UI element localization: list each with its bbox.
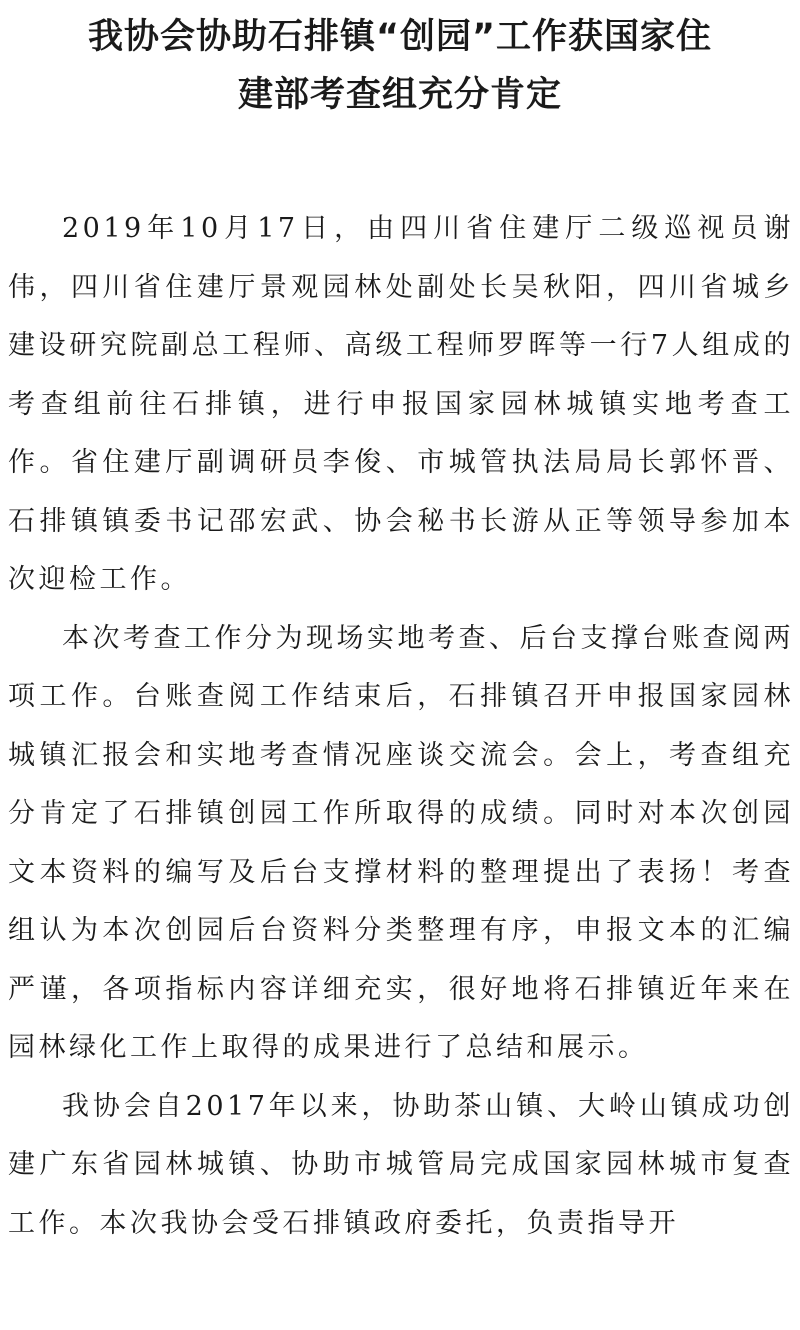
article-body <box>8 200 794 1253</box>
paragraph-2: 本次考查工作分为现场实地考查、后台支撑台账查阅两项工作。台账查阅工作结束后，石排镇召开申报国家园林城镇汇报会和实地考查情况座谈交流会。会上，考查组充分肯定了石排镇创园工作所取得的成绩。同时对本次创园文本资料的编写及后台支撑材料的整理提出了表扬！考查组认为本次创园后台资料分类整理有序，申报文本的汇编严谨，各项指标内容详细充实，很好地将石排镇近年来在园林绿化工作上取得的成果进行了总结和展示。 <box>8 622 794 1063</box>
paragraph-1: 2019年10月17日，由四川省住建厅二级巡视员谢伟，四川省住建厅景观园林处副处长吴秋阳，四川省城乡建设研究院副总工程师、高级工程师罗晖等一行7人组成的考查组前往石排镇，进行申报国家园林城镇实地考查工作。省住建厅副调研员李俊、市城管执法局局长郭怀晋、石排镇镇委书记邵宏武、协会秘书长游从正等领导参加本次迎检工作。 <box>8 213 794 595</box>
paragraph-3: 我协会自2017年以来，协助茶山镇、大岭山镇成功创建广东省园林城镇、协助市城管局完成国家园林城市复查工作。本次我协会受石排镇政府委托，负责指导开 <box>8 1090 794 1239</box>
article-title-line-1: 我协会协助石排镇“创园”工作获国家住 <box>87 17 712 57</box>
article-title-line-2: 建部考查组充分肯定 <box>237 75 562 115</box>
article-title <box>0 8 800 124</box>
